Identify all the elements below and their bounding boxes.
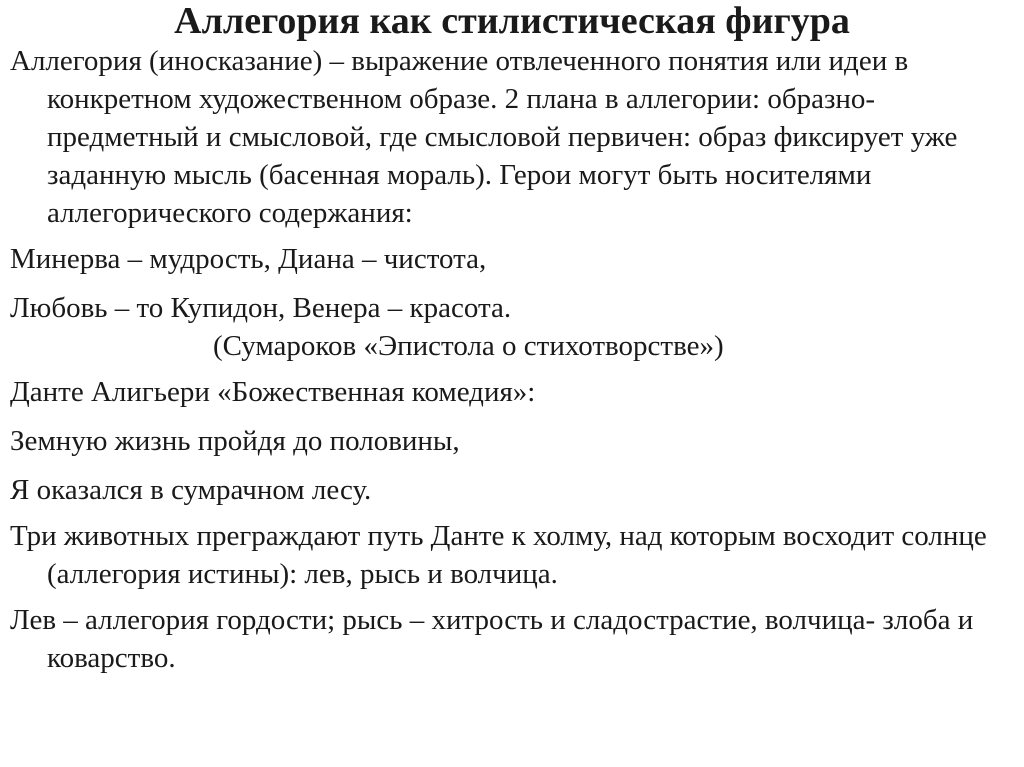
dante-heading: Данте Алигьери «Божественная комедия»:	[10, 376, 536, 408]
quote-line-1: Минерва – мудрость, Диана – чистота,	[10, 243, 487, 275]
animals-paragraph: Три животных преграждают путь Данте к холму, над которым восходит солнце (аллегория истины): лев, рысь и волчица.	[10, 520, 987, 590]
quote-line-2: Любовь – то Купидон, Венера – красота.	[10, 292, 512, 324]
quote-source: (Сумароков «Эпистола о стихотворстве»)	[213, 330, 724, 362]
dante-line-1: Земную жизнь пройдя до половины,	[10, 425, 460, 457]
slide-title: Аллегория как стилистическая фигура	[174, 0, 850, 42]
dante-line-2: Я оказался в сумрачном лесу.	[10, 474, 372, 506]
allegory-meanings-paragraph: Лев – аллегория гордости; рысь – хитрость и сладострастие, волчица- злоба и коварство.	[10, 604, 974, 674]
slide-body	[10, 42, 1014, 677]
definition-paragraph: Аллегория (иносказание) – выражение отвлеченного понятия или идеи в конкретном художественном образе. 2 плана в аллегории: образно-предметный и смысловой, где смысловой первичен: образ фиксирует уже заданную мысль (басенная мораль). Герои могут быть носителями аллегорического содержания:	[10, 45, 958, 229]
